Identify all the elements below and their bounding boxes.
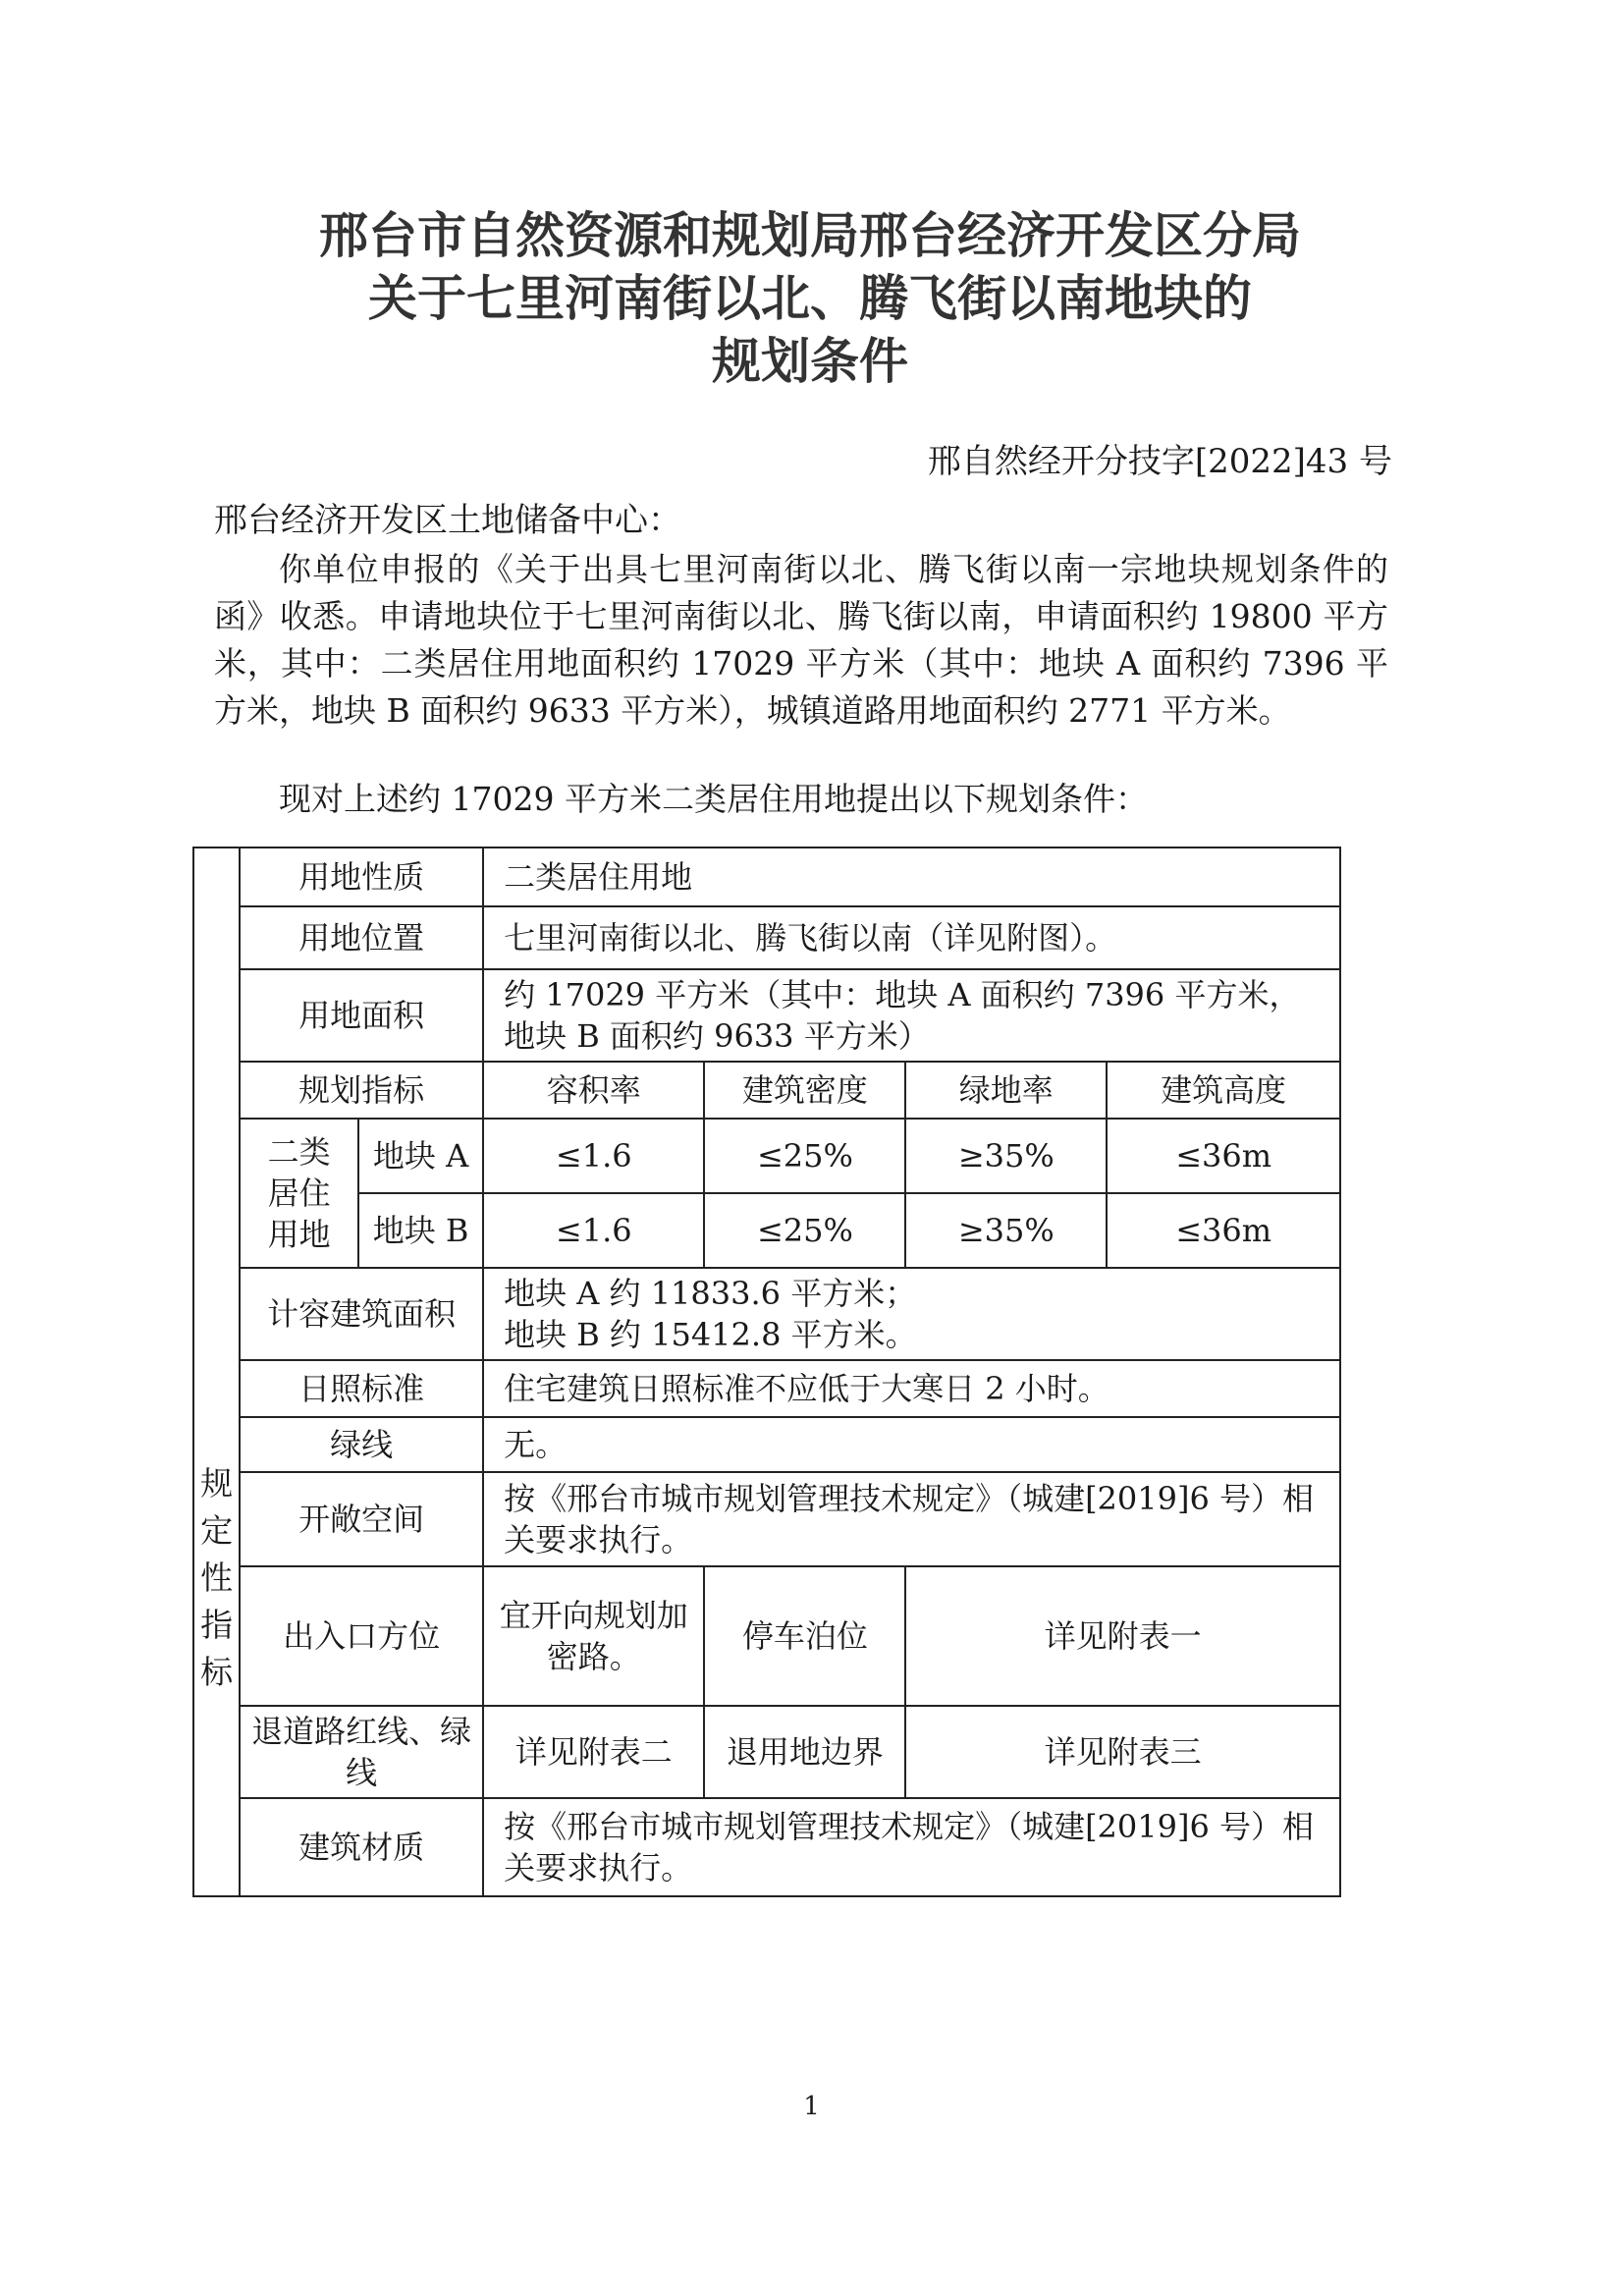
side-label	[193, 847, 240, 1896]
table-row	[193, 906, 1340, 969]
table-row	[193, 969, 1340, 1062]
title-line-3: 规划条件	[712, 333, 908, 390]
table-row	[193, 1706, 1340, 1798]
entrance-value: 宜开向规划加密路。	[483, 1566, 704, 1706]
plot-a-far: ≤1.6	[483, 1119, 704, 1193]
residential-label-line: 用地	[267, 1216, 331, 1253]
table-row	[193, 1798, 1340, 1896]
residential-label-line: 二类	[267, 1133, 331, 1171]
floor-area-label: 计容建筑面积	[240, 1268, 483, 1360]
parking-label: 停车泊位	[704, 1566, 905, 1706]
material-value: 按《邢台市城市规划管理技术规定》（城建[2019]6 号）相关要求执行。	[483, 1798, 1340, 1896]
plot-b-density: ≤25%	[704, 1193, 905, 1268]
setback-road-value: 详见附表二	[483, 1706, 704, 1798]
plot-a-density: ≤25%	[704, 1119, 905, 1193]
land-area-label: 用地面积	[240, 969, 483, 1062]
residential-label	[240, 1119, 358, 1268]
floor-area-value	[483, 1268, 1340, 1360]
title-line-1: 邢台市自然资源和规划局邢台经济开发区分局	[319, 207, 1301, 264]
table-row	[193, 1268, 1340, 1360]
indicator-label: 规划指标	[240, 1062, 483, 1119]
document-number: 邢自然经开分技字[2022]43 号	[927, 442, 1392, 481]
greenline-label: 绿线	[240, 1417, 483, 1472]
plot-a-green: ≥35%	[905, 1119, 1107, 1193]
plot-a-name: 地块 A	[358, 1119, 483, 1193]
land-nature-label: 用地性质	[240, 847, 483, 906]
side-label-char: 标	[200, 1653, 234, 1691]
land-location-value: 七里河南街以北、腾飞街以南（详见附图）。	[483, 906, 1340, 969]
plot-b-height: ≤36m	[1107, 1193, 1340, 1268]
entrance-label: 出入口方位	[240, 1566, 483, 1706]
table-row	[193, 1360, 1340, 1417]
land-area-value: 约 17029 平方米（其中：地块 A 面积约 7396 平方米，地块 B 面积约 9633 平方米）	[483, 969, 1340, 1062]
title-line-2: 关于七里河南街以北、腾飞街以南地块的	[368, 270, 1252, 327]
table-row	[193, 1472, 1340, 1566]
sunlight-value: 住宅建筑日照标准不应低于大寒日 2 小时。	[483, 1360, 1340, 1417]
document-title	[177, 204, 1443, 393]
table-row	[193, 1119, 1340, 1193]
floor-area-line: 地块 B 约 15412.8 平方米。	[504, 1316, 917, 1353]
plot-a-height: ≤36m	[1107, 1119, 1340, 1193]
residential-label-line: 居住	[267, 1175, 331, 1212]
parking-value: 详见附表一	[905, 1566, 1340, 1706]
table-row	[193, 1193, 1340, 1268]
header-far: 容积率	[483, 1062, 704, 1119]
land-location-label: 用地位置	[240, 906, 483, 969]
planning-conditions-table	[192, 847, 1341, 1897]
open-space-value: 按《邢台市城市规划管理技术规定》（城建[2019]6 号）相关要求执行。	[483, 1472, 1340, 1566]
material-label: 建筑材质	[240, 1798, 483, 1896]
plot-b-name: 地块 B	[358, 1193, 483, 1268]
side-label-char: 定	[200, 1511, 234, 1550]
land-nature-value: 二类居住用地	[483, 847, 1340, 906]
table-row	[193, 1417, 1340, 1472]
table-row	[193, 847, 1340, 906]
header-green: 绿地率	[905, 1062, 1107, 1119]
sunlight-label: 日照标准	[240, 1360, 483, 1417]
body-paragraph-2: 现对上述约 17029 平方米二类居住用地提出以下规划条件：	[279, 780, 1148, 818]
greenline-value: 无。	[483, 1417, 1340, 1472]
floor-area-line: 地块 A 约 11833.6 平方米；	[504, 1275, 917, 1312]
recipient: 邢台经济开发区土地储备中心：	[214, 501, 681, 540]
plot-b-green: ≥35%	[905, 1193, 1107, 1268]
table-row	[193, 1062, 1340, 1119]
plot-b-far: ≤1.6	[483, 1193, 704, 1268]
body-paragraph-1: 你单位申报的《关于出具七里河南街以北、腾飞街以南一宗地块规划条件的函》收悉。申请地块位于七里河南街以北、腾飞街以南，申请面积约 19800 平方米，其中：二类居住用地面积约 17029 平方米（其中：地块 A 面积约 7396 平方米，地块 B 面积约 9633 平方米），城镇道路用地面积约 2771 平方米。	[214, 550, 1388, 730]
page-number: 1	[803, 2092, 820, 2121]
table-row	[193, 1566, 1340, 1706]
header-height: 建筑高度	[1107, 1062, 1340, 1119]
header-density: 建筑密度	[704, 1062, 905, 1119]
setback-land-value: 详见附表三	[905, 1706, 1340, 1798]
side-label-char: 规	[200, 1464, 234, 1503]
open-space-label: 开敞空间	[240, 1472, 483, 1566]
side-label-char: 指	[200, 1606, 234, 1644]
setback-land-label: 退用地边界	[704, 1706, 905, 1798]
side-label-char: 性	[200, 1558, 234, 1597]
setback-road-label: 退道路红线、绿线	[240, 1706, 483, 1798]
